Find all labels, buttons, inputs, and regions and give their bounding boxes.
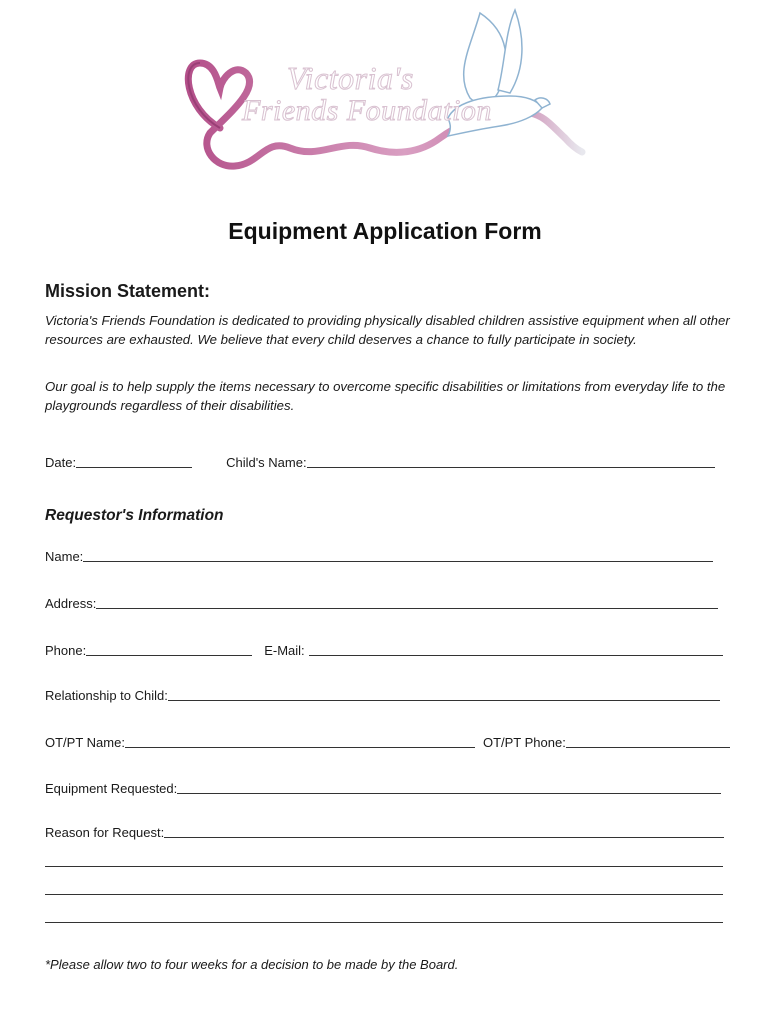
relationship-row (45, 688, 720, 703)
otpt-phone-label: OT/PT Phone: (482, 735, 566, 750)
address-label: Address: (45, 596, 97, 611)
date-field[interactable] (76, 455, 192, 468)
otpt-name-label: OT/PT Name: (45, 735, 125, 750)
name-label: Name: (45, 549, 84, 564)
footnote: *Please allow two to four weeks for a decision to be made by the Board. (45, 957, 459, 972)
phone-label: Phone: (45, 643, 87, 658)
otpt-row (45, 735, 730, 750)
logo-text-line2: Friends Foundation (242, 94, 492, 127)
equipment-label: Equipment Requested: (45, 781, 178, 796)
mission-paragraph-2: Our goal is to help supply the items necessary to overcome specific disabilities or limitations from everyday life to the playgrounds regardless of their disabilities. (45, 379, 726, 413)
name-field[interactable] (83, 549, 713, 562)
name-row (45, 549, 713, 564)
address-row (45, 596, 718, 611)
address-field[interactable] (96, 596, 718, 609)
equipment-field[interactable] (177, 781, 721, 794)
reason-field[interactable] (164, 825, 724, 838)
child-name-field[interactable] (307, 455, 715, 468)
otpt-phone-field[interactable] (566, 735, 730, 748)
child-name-label: Child's Name: (226, 455, 307, 470)
reason-line-2[interactable] (45, 866, 723, 867)
equipment-row (45, 781, 721, 796)
phone-email-row (45, 643, 723, 658)
email-field[interactable] (309, 643, 723, 656)
relationship-field[interactable] (168, 688, 720, 701)
email-label: E-Mail: (264, 643, 305, 658)
otpt-name-field[interactable] (125, 735, 475, 748)
requestor-heading: Requestor's Information (45, 507, 224, 524)
reason-row (45, 825, 724, 840)
logo-text-line1: Victoria's (287, 60, 414, 96)
mission-paragraph-1: Victoria's Friends Foundation is dedicated to providing physically disabled children assistive equipment when all other resources are exhausted. We believe that every child deserves a chance to fully participate in society. (45, 313, 730, 347)
date-child-row (45, 455, 715, 470)
reason-line-4[interactable] (45, 922, 723, 923)
page-title: Equipment Application Form (228, 218, 542, 244)
reason-line-3[interactable] (45, 894, 723, 895)
mission-heading: Mission Statement: (45, 281, 211, 301)
relationship-label: Relationship to Child: (45, 688, 168, 703)
date-label: Date: (45, 455, 77, 470)
phone-field[interactable] (86, 643, 252, 656)
reason-label: Reason for Request: (45, 825, 165, 840)
foundation-logo (180, 8, 590, 188)
